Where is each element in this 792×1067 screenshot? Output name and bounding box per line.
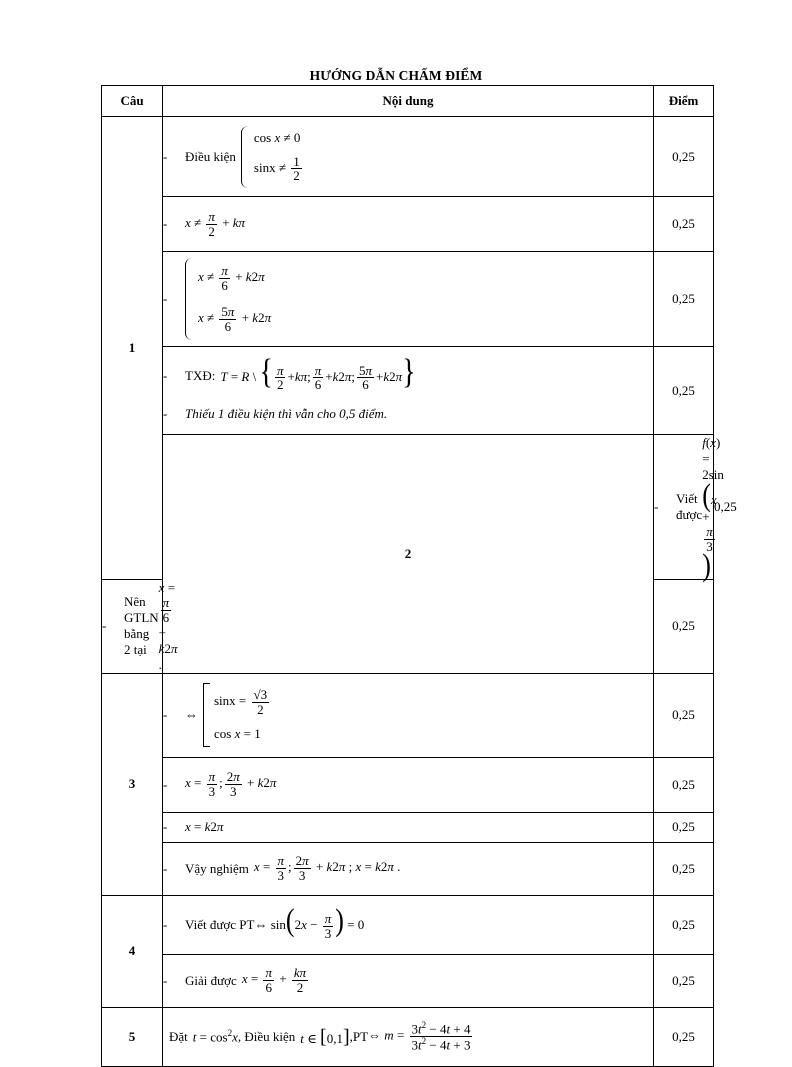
- header-cau: Câu: [102, 86, 163, 117]
- math-expression: x = $\frac{\pi}{3}$ ; $\frac{2\pi}{3}$ + k2π: [185, 769, 277, 800]
- grading-table: [101, 85, 737, 1067]
- question-number: 5: [102, 1007, 163, 1066]
- bullet-dash: -: [163, 916, 168, 932]
- bullet-dash: -: [163, 707, 168, 723]
- content-cell: [654, 435, 724, 584]
- question-number: 1: [102, 117, 163, 580]
- content-cell: [163, 252, 654, 347]
- math-expression: x = $\frac{\pi}{3}$ ; $\frac{2\pi}{3}$ + k2π ; x = k2π .: [253, 853, 401, 884]
- bullet-dash: -: [163, 972, 168, 988]
- table-row: [102, 673, 714, 757]
- table-row: [102, 197, 714, 252]
- score-cell: 0,25: [654, 347, 714, 435]
- content-label: Điều kiện: [185, 148, 236, 164]
- content-label: Đặt: [169, 1028, 188, 1044]
- question-number: 2: [163, 435, 654, 674]
- content-label: ,PT: [349, 1028, 369, 1044]
- content-label: , Điều kiện: [237, 1028, 296, 1044]
- content-cell: [163, 197, 654, 252]
- question-number: 3: [102, 673, 163, 895]
- table-row: [102, 842, 714, 895]
- content-label: Viết được: [676, 491, 703, 523]
- content-cell: [163, 842, 654, 895]
- bullet-dash: -: [163, 406, 168, 422]
- content-cell: [163, 954, 654, 1007]
- table-row: [102, 812, 714, 842]
- score-cell: 0,25: [654, 757, 714, 812]
- bullet-dash: -: [163, 860, 168, 876]
- content-label: TXĐ:: [185, 367, 216, 383]
- score-cell: 0,25: [654, 197, 714, 252]
- math-expression: T = R \ { $\frac{\pi}{2}$ +kπ; $\frac{\pi}{6}$ +k2π; $\frac{5\pi}{6}$ +k2π}: [220, 352, 416, 393]
- score-cell: 0,25: [654, 842, 714, 895]
- table-row: [102, 117, 714, 197]
- question-number: 4: [102, 895, 163, 1007]
- table-row: [102, 252, 714, 347]
- content-cell: [163, 673, 654, 757]
- header-diem: Điểm: [654, 86, 714, 117]
- score-cell: 0,25: [654, 117, 714, 197]
- bullet-dash: -: [163, 291, 168, 306]
- math-expression: x = k2π: [185, 819, 224, 835]
- content-cell: [163, 1007, 654, 1066]
- table-row: [102, 895, 714, 954]
- bullet-dash: -: [163, 148, 168, 164]
- page-title: HƯỚNG DẪN CHẤM ĐIỂM: [309, 68, 483, 83]
- math-expression: x ≠ $\frac{\pi}{2}$ + kπ: [185, 208, 246, 239]
- math-system: x ≠ $\frac{\pi}{6}$ + k2π x ≠ $\frac{5\pi}{6}$ + k2π: [185, 258, 271, 340]
- math-system: sinx = $\frac{√3}{2}$ cos x = 1: [203, 683, 271, 747]
- bullet-dash: -: [163, 819, 168, 835]
- math-expression: x = $\frac{\pi}{6}$ + $\frac{k\pi}{2}$: [241, 965, 307, 996]
- score-cell: 0,25: [654, 252, 714, 347]
- content-label: Viết được PT: [185, 916, 255, 932]
- header-noi-dung: Nội dung: [163, 86, 654, 117]
- score-cell: 0,25: [654, 673, 714, 757]
- table-row: [102, 1007, 714, 1066]
- table-header-row: [102, 86, 714, 117]
- bullet-dash: -: [163, 367, 168, 383]
- math-expression: x = $\frac{\pi}{6}$ + k2π .: [158, 580, 178, 672]
- grading-note: Thiếu 1 điều kiện thì vẫn cho 0,5 điểm.: [185, 406, 388, 422]
- score-cell: 0,25: [654, 895, 714, 954]
- bullet-dash: -: [654, 499, 659, 515]
- table-row: [102, 954, 714, 1007]
- math-expression: ⇔ m = $\frac{3t^2 - 4t + 4}{3t^2 - 4t + 3}$: [368, 1020, 471, 1053]
- content-cell: [163, 347, 654, 435]
- table-row: [102, 757, 714, 812]
- score-cell: 0,25: [654, 580, 714, 673]
- table-row: 2 - Viết được f(x) = 2sin(x + $\frac{\pi}{3}$ ) 0,25: [102, 435, 714, 580]
- content-cell: [102, 580, 178, 673]
- bullet-dash: -: [163, 776, 168, 792]
- content-cell: [163, 812, 654, 842]
- score-cell: 0,25: [654, 954, 714, 1007]
- score-cell: 0,25: [654, 812, 714, 842]
- bullet-dash: -: [163, 216, 168, 231]
- condition-system: cos x ≠ 0 sinx ≠ $\frac{1}{2}$: [241, 126, 304, 188]
- content-label: Giải được: [185, 972, 237, 988]
- math-expression: f(x) = 2sin(x + $\frac{\pi}{3}$ ): [702, 435, 724, 584]
- content-label: Nên GTLN bằng 2 tại: [124, 594, 159, 658]
- math-expression: ⇔ sin(2x − $\frac{\pi}{3}$ ) = 0: [254, 903, 365, 941]
- content-cell: [163, 117, 654, 197]
- math-expression: t ∈ [0,1]: [300, 1025, 350, 1048]
- content-cell: [163, 895, 654, 954]
- score-cell: 0,25: [654, 1007, 714, 1066]
- content-cell: [163, 757, 654, 812]
- equivalence-symbol: ⇔: [185, 707, 198, 723]
- math-expression: $t = \cos^2x$: [192, 1027, 238, 1045]
- content-label: Vậy nghiệm: [185, 860, 249, 876]
- bullet-dash: -: [102, 618, 107, 634]
- table-row: [102, 347, 714, 435]
